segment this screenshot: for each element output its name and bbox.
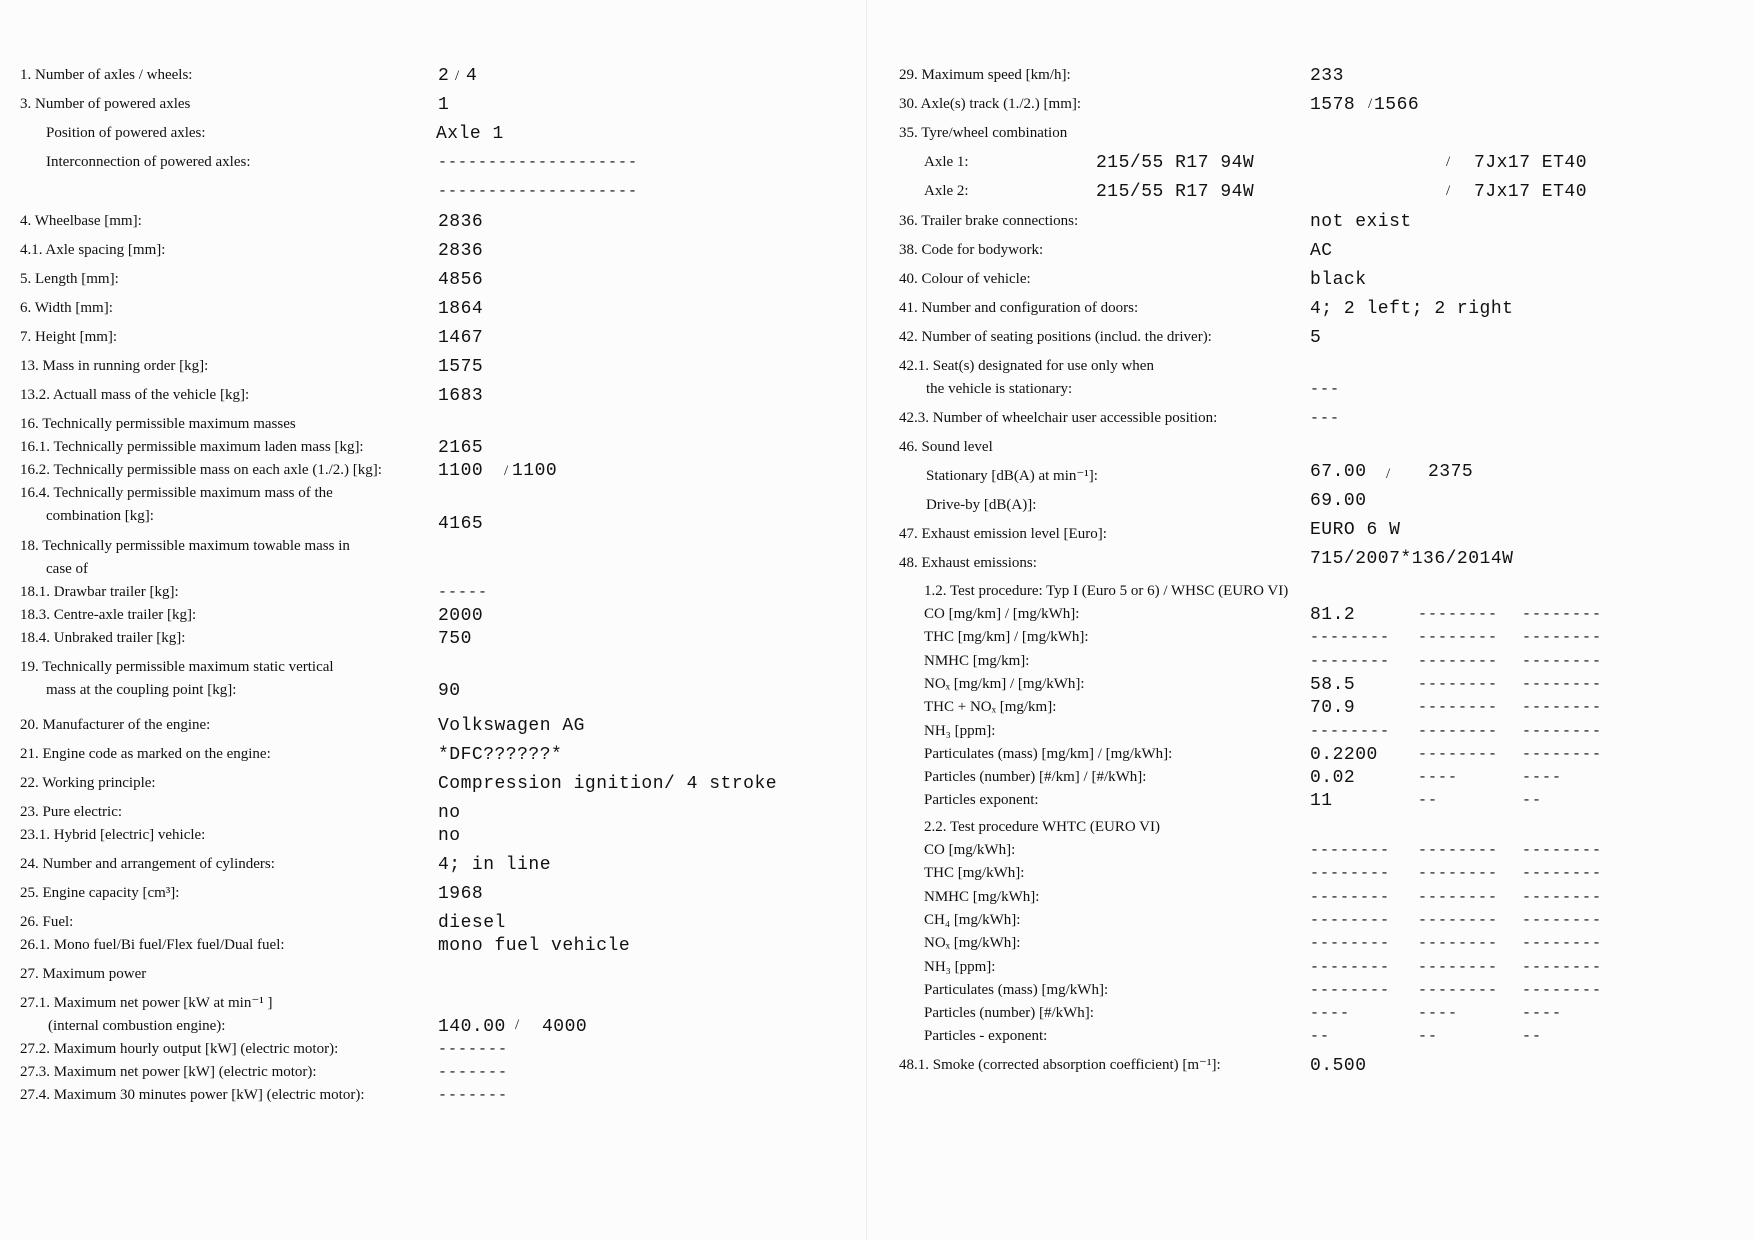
drawbar-label: 18.1. Drawbar trailer [kg]: [20, 584, 179, 600]
sound-heading: 46. Sound level [899, 439, 993, 455]
pure-electric-value: no [438, 803, 461, 823]
axle2-rim-value: 7Jx17 ET40 [1474, 182, 1588, 202]
emission-value-col2: -------- [1418, 865, 1499, 883]
emission-value-col2: -------- [1418, 935, 1499, 953]
emission-value-col1: -------- [1310, 981, 1391, 999]
unbraked-value: 750 [438, 629, 472, 649]
trailer-brake-label: 36. Trailer brake connections: [899, 213, 1079, 229]
fuel-label: 26. Fuel: [20, 914, 74, 930]
emission-value-col2: ---- [1418, 769, 1459, 787]
emission-value-col3: -------- [1522, 981, 1603, 999]
emission-row-label: Particulates (mass) [mg/km] / [mg/kWh]: [924, 745, 1173, 762]
seating-value: 5 [1310, 328, 1322, 348]
emission-row-label: NOₓ [mg/km] / [mg/kWh]: [924, 675, 1085, 692]
combination-label-1: 16.4. Technically permissible maximum mass of the [20, 485, 333, 501]
axle1-label: Axle 1: [924, 154, 969, 170]
emission-row-label: NMHC [mg/kWh]: [924, 888, 1040, 905]
emission-row-label: Particulates (mass) [mg/kWh]: [924, 981, 1109, 998]
emission-value-col3: -------- [1522, 745, 1603, 763]
net-power-label-1: 27.1. Maximum net power [kW at min⁻¹ ] [20, 995, 273, 1011]
test2-heading: 2.2. Test procedure WHTC (EURO VI) [924, 819, 1160, 835]
stationary-sound-separator: / [1386, 466, 1391, 482]
width-value: 1864 [438, 299, 484, 319]
axle2-label: Axle 2: [924, 183, 969, 199]
stationary-seats-label-1: 42.1. Seat(s) designated for use only when [899, 358, 1154, 374]
emission-row-label: Particles exponent: [924, 792, 1039, 809]
emission-value-col1: 81.2 [1310, 605, 1356, 625]
emission-value-col3: ---- [1522, 1005, 1563, 1023]
net-power-rpm-value: 4000 [542, 1017, 588, 1037]
bodywork-value: AC [1310, 241, 1333, 261]
stationary-sound-value: 67.00 [1310, 462, 1367, 482]
manufacturer-label: 20. Manufacturer of the engine: [20, 717, 211, 733]
working-principle-label: 22. Working principle: [20, 775, 156, 791]
mono-fuel-label: 26.1. Mono fuel/Bi fuel/Flex fuel/Dual fuel: [20, 937, 285, 953]
width-label: 6. Width [mm]: [20, 300, 113, 316]
axle-spacing-label: 4.1. Axle spacing [mm]: [20, 242, 166, 258]
exhaust-emissions-label: 48. Exhaust emissions: [899, 555, 1037, 571]
max-speed-value: 233 [1310, 66, 1344, 86]
emission-value-col2: -------- [1418, 606, 1499, 623]
laden-mass-value: 2165 [438, 438, 484, 458]
emission-value-col2: -------- [1418, 981, 1499, 999]
exhaust-emissions-value: 715/2007*136/2014W [1310, 549, 1514, 569]
emission-value-col2: -------- [1418, 911, 1499, 929]
axles-wheels-label: 1. Number of axles / wheels: [20, 67, 193, 83]
mass-running-value: 1575 [438, 357, 484, 377]
hybrid-label: 23.1. Hybrid [electric] vehicle: [20, 827, 206, 843]
capacity-label: 25. Engine capacity [cm³]: [20, 885, 180, 901]
interconnection-value-2: -------------------- [438, 183, 639, 200]
page-fold-line [866, 0, 867, 1240]
drive-by-value: 69.00 [1310, 491, 1367, 511]
emission-value-col1: -------- [1310, 888, 1391, 906]
emission-row-label: CO [mg/km] / [mg/kWh]: [924, 606, 1080, 622]
static-vertical-label-1: 19. Technically permissible maximum static vertical [20, 659, 334, 675]
emission-level-value: EURO 6 W [1310, 520, 1401, 540]
emission-row-label: CH₄ [mg/kWh]: [924, 911, 1021, 928]
emission-value-col2: -------- [1418, 842, 1499, 859]
emission-value-col2: -------- [1418, 722, 1499, 740]
working-principle-value: Compression ignition/ 4 stroke [438, 774, 778, 794]
engine-code-value: *DFC??????* [438, 745, 563, 765]
mono-fuel-value: mono fuel vehicle [438, 936, 631, 956]
cylinders-value: 4; in line [438, 855, 552, 875]
tyre-heading: 35. Tyre/wheel combination [899, 125, 1068, 141]
hourly-output-value: ------- [438, 1041, 509, 1058]
wheels-value: 4 [466, 66, 478, 86]
emission-row-label: NH₃ [ppm]: [924, 958, 996, 975]
axle-track-value-1: 1578 [1310, 95, 1356, 115]
each-axle-separator: / [504, 463, 509, 479]
emission-row-label: THC + NOₓ [mg/km]: [924, 699, 1057, 716]
emission-value-col1: 0.02 [1310, 768, 1356, 789]
cylinders-label: 24. Number and arrangement of cylinders: [20, 856, 275, 872]
emission-value-col3: -------- [1522, 865, 1603, 883]
max-power-heading: 27. Maximum power [20, 966, 147, 982]
emission-value-col3: -------- [1522, 606, 1603, 623]
actual-mass-label: 13.2. Actuall mass of the vehicle [kg]: [20, 387, 250, 403]
interconnection-label: Interconnection of powered axles: [46, 154, 251, 170]
emission-value-col1: -------- [1310, 842, 1391, 859]
emission-value-col3: -------- [1522, 675, 1603, 693]
emission-value-col2: -------- [1418, 675, 1499, 693]
emission-value-col3: -------- [1522, 699, 1603, 717]
tpmm-heading: 16. Technically permissible maximum masses [20, 416, 296, 432]
emission-value-col1: -------- [1310, 935, 1391, 953]
combination-value: 4165 [438, 514, 484, 534]
wheelbase-value: 2836 [438, 212, 484, 232]
trailer-brake-value: not exist [1310, 212, 1412, 232]
emission-value-col3: -------- [1522, 888, 1603, 906]
emission-row-label: Particles - exponent: [924, 1028, 1048, 1045]
capacity-value: 1968 [438, 884, 484, 904]
thirty-min-label: 27.4. Maximum 30 minutes power [kW] (electric motor): [20, 1087, 365, 1103]
axles-value: 2 [438, 66, 450, 86]
height-label: 7. Height [mm]: [20, 329, 118, 345]
emission-value-col2: -- [1418, 1028, 1439, 1046]
pure-electric-label: 23. Pure electric: [20, 804, 123, 820]
emission-value-col1: -------- [1310, 652, 1391, 670]
actual-mass-value: 1683 [438, 386, 484, 406]
wheelbase-label: 4. Wheelbase [mm]: [20, 213, 142, 229]
engine-code-label: 21. Engine code as marked on the engine: [20, 746, 271, 762]
emission-value-col1: -------- [1310, 958, 1391, 976]
hybrid-value: no [438, 826, 461, 846]
powered-axles-label: 3. Number of powered axles [20, 96, 191, 112]
emission-value-col3: -- [1522, 792, 1543, 810]
height-value: 1467 [438, 328, 484, 348]
seating-label: 42. Number of seating positions (includ. the driver): [899, 329, 1212, 345]
net-power-value: 140.00 [438, 1017, 506, 1037]
emission-row-label: NMHC [mg/km]: [924, 652, 1030, 669]
stationary-seats-label-2: the vehicle is stationary: [926, 381, 1073, 397]
hourly-output-label: 27.2. Maximum hourly output [kW] (electric motor): [20, 1041, 339, 1057]
manufacturer-value: Volkswagen AG [438, 716, 585, 736]
interconnection-value-1: -------------------- [438, 154, 639, 171]
static-vertical-label-2: mass at the coupling point [kg]: [46, 682, 237, 698]
emission-value-col1: -- [1310, 1028, 1331, 1046]
net-power-separator: / [515, 1017, 520, 1033]
emission-value-col1: ---- [1310, 1005, 1351, 1023]
smoke-value: 0.500 [1310, 1056, 1367, 1076]
doors-value: 4; 2 left; 2 right [1310, 299, 1514, 319]
emission-value-col2: -------- [1418, 652, 1499, 670]
emission-value-col2: -------- [1418, 699, 1499, 717]
emission-value-col3: -------- [1522, 958, 1603, 976]
fuel-value: diesel [438, 913, 506, 933]
emission-value-col2: -------- [1418, 745, 1499, 763]
towable-label-1: 18. Technically permissible maximum towable mass in [20, 538, 350, 554]
wheelchair-value: --- [1310, 410, 1341, 427]
emission-value-col1: 11 [1310, 791, 1333, 812]
emission-value-col2: ---- [1418, 1005, 1459, 1023]
centre-axle-value: 2000 [438, 606, 484, 626]
emission-value-col2: -------- [1418, 888, 1499, 906]
drive-by-label: Drive-by [dB(A)]: [926, 497, 1037, 513]
emission-row-label: NH₃ [ppm]: [924, 722, 996, 739]
mass-running-label: 13. Mass in running order [kg]: [20, 358, 209, 374]
emission-value-col1: -------- [1310, 629, 1391, 647]
colour-label: 40. Colour of vehicle: [899, 271, 1031, 287]
emission-value-col1: 70.9 [1310, 698, 1356, 719]
net-power-em-label: 27.3. Maximum net power [kW] (electric motor): [20, 1064, 317, 1080]
emission-row-label: NOₓ [mg/kWh]: [924, 935, 1021, 952]
each-axle-value-1: 1100 [438, 461, 484, 481]
emission-level-label: 47. Exhaust emission level [Euro]: [899, 526, 1107, 542]
powered-axles-value: 1 [438, 95, 450, 115]
axle1-tyre-value: 215/55 R17 94W [1096, 153, 1255, 173]
axle-track-label: 30. Axle(s) track (1./2.) [mm]: [899, 96, 1082, 112]
doors-label: 41. Number and configuration of doors: [899, 300, 1139, 316]
thirty-min-value: ------- [438, 1087, 509, 1104]
emission-row-label: Particles (number) [#/km] / [#/kWh]: [924, 769, 1147, 786]
emission-value-col3: ---- [1522, 769, 1563, 787]
bodywork-label: 38. Code for bodywork: [899, 242, 1044, 258]
emission-row-label: THC [mg/km] / [mg/kWh]: [924, 629, 1089, 646]
towable-label-2: case of [46, 561, 89, 577]
unbraked-label: 18.4. Unbraked trailer [kg]: [20, 630, 186, 646]
wheelchair-label: 42.3. Number of wheelchair user accessible position: [899, 410, 1218, 426]
position-powered-value: Axle 1 [436, 124, 504, 144]
axle1-rim-value: 7Jx17 ET40 [1474, 153, 1588, 173]
emission-value-col1: -------- [1310, 722, 1391, 740]
emission-value-col3: -------- [1522, 722, 1603, 740]
test1-heading: 1.2. Test procedure: Typ I (Euro 5 or 6) / WHSC (EURO VI) [924, 583, 1289, 599]
laden-mass-label: 16.1. Technically permissible maximum laden mass [kg]: [20, 439, 364, 455]
each-axle-value-2: 1100 [512, 461, 558, 481]
emission-row-label: THC [mg/kWh]: [924, 865, 1025, 882]
emission-value-col2: -------- [1418, 629, 1499, 647]
max-speed-label: 29. Maximum speed [km/h]: [899, 67, 1071, 83]
centre-axle-label: 18.3. Centre-axle trailer [kg]: [20, 607, 197, 623]
length-value: 4856 [438, 270, 484, 290]
axle2-separator: / [1446, 183, 1451, 199]
emission-value-col1: 58.5 [1310, 674, 1356, 695]
axle-spacing-value: 2836 [438, 241, 484, 261]
stationary-sound-label: Stationary [dB(A) at min⁻¹]: [926, 468, 1098, 484]
emission-value-col3: -------- [1522, 629, 1603, 647]
position-powered-label: Position of powered axles: [46, 125, 206, 141]
emission-value-col2: -------- [1418, 958, 1499, 976]
axle1-separator: / [1446, 154, 1451, 170]
emission-value-col3: -------- [1522, 652, 1603, 670]
length-label: 5. Length [mm]: [20, 271, 119, 287]
emission-value-col2: -- [1418, 792, 1439, 810]
colour-value: black [1310, 270, 1367, 290]
emission-value-col3: -------- [1522, 842, 1603, 859]
emission-value-col3: -------- [1522, 935, 1603, 953]
axle2-tyre-value: 215/55 R17 94W [1096, 182, 1255, 202]
emission-value-col3: -- [1522, 1028, 1543, 1046]
net-power-label-2: (internal combustion engine): [48, 1018, 226, 1034]
stationary-seats-value: --- [1310, 381, 1341, 398]
smoke-label: 48.1. Smoke (corrected absorption coefficient) [m⁻¹]: [899, 1057, 1221, 1073]
each-axle-label: 16.2. Technically permissible mass on each axle (1./2.) [kg]: [20, 462, 382, 478]
axle-track-separator: / [1368, 96, 1373, 112]
emission-value-col1: -------- [1310, 911, 1391, 929]
emission-value-col1: 0.2200 [1310, 744, 1378, 765]
combination-label-2: combination [kg]: [46, 508, 154, 524]
stationary-sound-rpm-value: 2375 [1428, 462, 1474, 482]
emission-value-col1: -------- [1310, 865, 1391, 883]
emission-value-col3: -------- [1522, 911, 1603, 929]
axles-separator: / [455, 68, 460, 84]
emission-row-label: CO [mg/kWh]: [924, 842, 1016, 858]
drawbar-value: ----- [438, 584, 489, 601]
axle-track-value-2: 1566 [1374, 95, 1420, 115]
net-power-em-value: ------- [438, 1064, 509, 1081]
emission-row-label: Particles (number) [#/kWh]: [924, 1005, 1094, 1022]
static-vertical-value: 90 [438, 681, 461, 701]
